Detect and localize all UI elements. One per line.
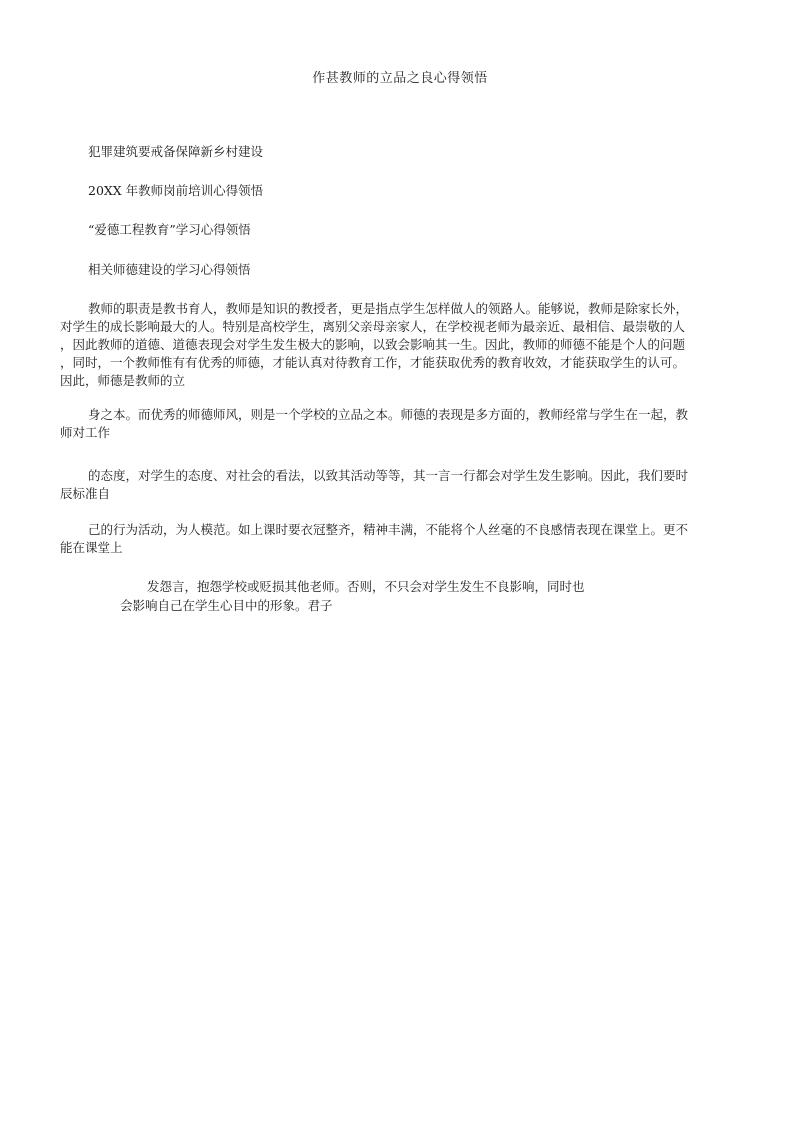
document-title: 作甚教师的立品之良心得领悟 — [312, 71, 488, 86]
body-paragraph — [60, 406, 746, 442]
related-article-link[interactable]: 犯罪建筑要戒备保障新乡村建设 — [88, 144, 264, 159]
paragraph-line: 能在课堂上 — [60, 540, 123, 555]
body-paragraph — [60, 521, 746, 557]
paragraph-line: 发怨言，抱怨学校或贬损其他老师。否则，不只会对学生发生不良影响，同时也 — [147, 579, 585, 594]
body-paragraph — [60, 467, 746, 503]
paragraph-line: 辰标准自 — [60, 486, 111, 501]
paragraph-line: 身之本。而优秀的师德师风，则是一个学校的立品之本。师德的表现是多方面的，教师经常与学生在一起，教 — [88, 407, 689, 422]
paragraph-line: 对学生的成长影响最大的人。特别是高校学生，离别父亲母亲家人，在学校视老师为最亲近、最相信、最崇敬的人 — [60, 319, 686, 334]
paragraph-line: 己的行为活动，为人模范。如上课时要衣冠整齐，精神丰满，不能将个人丝毫的不良感情表现在课堂上。更不 — [88, 522, 689, 537]
paragraph-line: 会影响自己在学生心目中的形象。君子 — [120, 598, 333, 613]
related-article-link[interactable]: “爱德工程教育”学习心得领悟 — [88, 222, 251, 237]
body-paragraph — [60, 300, 746, 390]
paragraph-line: ，因此教师的道德、道德表现会对学生发生极大的影响，以致会影响其一生。因此，教师的师德不能是个人的问题 — [60, 337, 686, 352]
related-article-link[interactable]: 相关师德建设的学习心得领悟 — [88, 262, 251, 277]
paragraph-line: ，同时，一个教师惟有有优秀的师德，才能认真对待教育工作，才能获取优秀的教育收效，才能获取学生的认可。 — [60, 355, 686, 370]
paragraph-line: 因此，师德是教师的立 — [60, 373, 186, 388]
paragraph-line: 教师的职责是教书育人，教师是知识的教授者，更是指点学生怎样做人的领路人。能够说，教师是除家长外， — [88, 301, 689, 316]
paragraph-line: 的态度，对学生的态度、对社会的看法，以致其活动等等，其一言一行都会对学生发生影响。因此，我们要时 — [88, 468, 689, 483]
paragraph-line: 师对工作 — [60, 425, 111, 440]
related-article-link[interactable]: 20XX 年教师岗前培训心得领悟 — [88, 183, 264, 198]
